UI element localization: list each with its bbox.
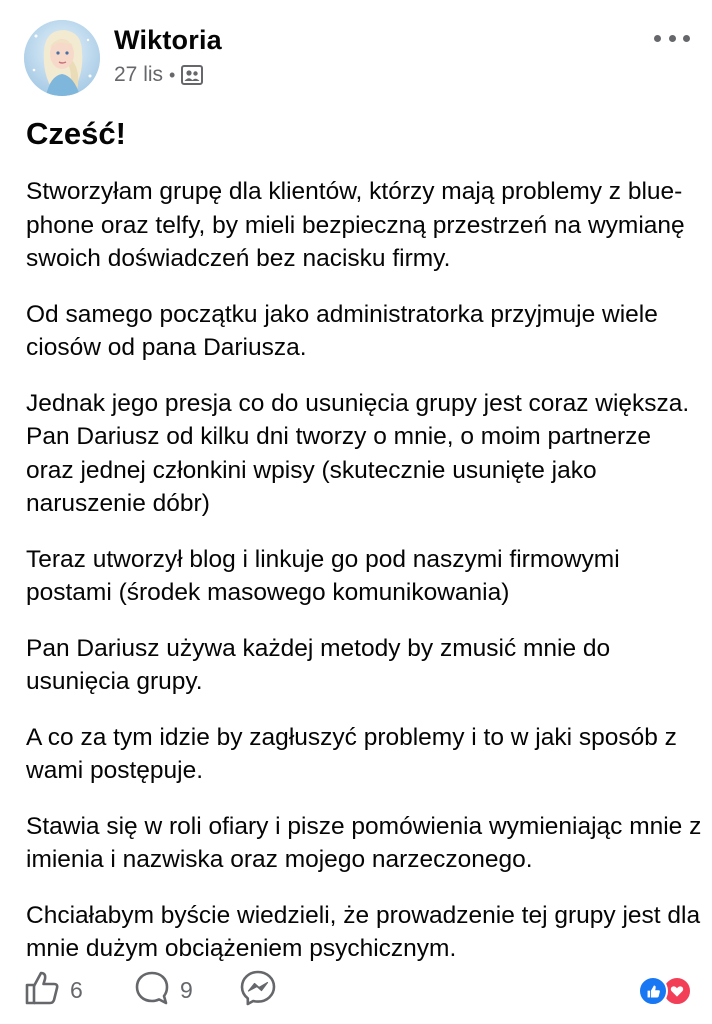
thumbs-up-icon xyxy=(24,970,60,1011)
post-meta xyxy=(114,63,203,87)
more-dot-icon xyxy=(669,35,676,42)
post-paragraph: Teraz utworzył blog i linkuje go pod naszymi firmowymi postami (środek masowego komunikowania) xyxy=(26,545,620,606)
post-paragraph: Jednak jego presja co do usunięcia grupy jest coraz większa. Pan Dariusz od kilku dni tworzy o mnie, o moim partnerze oraz jednej członkini wpisy (skutecznie usunięte jako naruszenie dóbr) xyxy=(26,389,690,517)
avatar[interactable] xyxy=(24,20,100,96)
more-dot-icon xyxy=(683,35,690,42)
post-body xyxy=(26,175,702,988)
avatar-image xyxy=(24,20,100,96)
like-count: 6 xyxy=(70,976,83,1003)
post-footer xyxy=(0,968,712,1012)
post-paragraph: Od samego początku jako administratorka przyjmuje wiele ciosów od pana Dariusza. xyxy=(26,300,658,361)
more-options-button[interactable] xyxy=(654,28,690,48)
group-icon[interactable] xyxy=(181,65,203,85)
author-name[interactable]: Wiktoria xyxy=(114,25,222,55)
post-date[interactable]: 27 lis xyxy=(114,63,164,86)
messenger-icon xyxy=(240,970,276,1011)
post-paragraph: Chciałabym byście wiedzieli, że prowadzenie tej grupy jest dla mnie dużym obciążeniem psychicznym. xyxy=(26,901,701,962)
more-dot-icon xyxy=(654,35,661,42)
post-paragraph: Pan Dariusz używa każdej metody by zmusić mnie do usunięcia grupy. xyxy=(26,634,611,695)
like-button[interactable] xyxy=(24,972,83,1008)
reactions-summary[interactable] xyxy=(638,976,692,1006)
post-paragraph: A co za tym idzie by zagłuszyć problemy i to w jaki sposób z wami postępuje. xyxy=(26,723,677,784)
post-title: Cześć! xyxy=(26,116,126,151)
post-paragraph: Stawia się w roli ofiary i pisze pomówienia wymieniając mnie z imienia i nazwiska oraz mojego narzeczonego. xyxy=(26,812,702,873)
comment-button[interactable] xyxy=(134,972,193,1008)
meta-separator: • xyxy=(169,64,176,85)
share-button[interactable] xyxy=(240,972,276,1008)
comment-count: 9 xyxy=(180,976,193,1003)
comment-bubble-icon xyxy=(134,970,170,1011)
post-paragraph: Stworzyłam grupę dla klientów, którzy mają problemy z blue-phone oraz telfy, by mieli bezpieczną przestrzeń na wymianę swoich doświadczeń bez nacisku firmy. xyxy=(26,178,685,272)
like-reaction-icon xyxy=(638,976,668,1006)
